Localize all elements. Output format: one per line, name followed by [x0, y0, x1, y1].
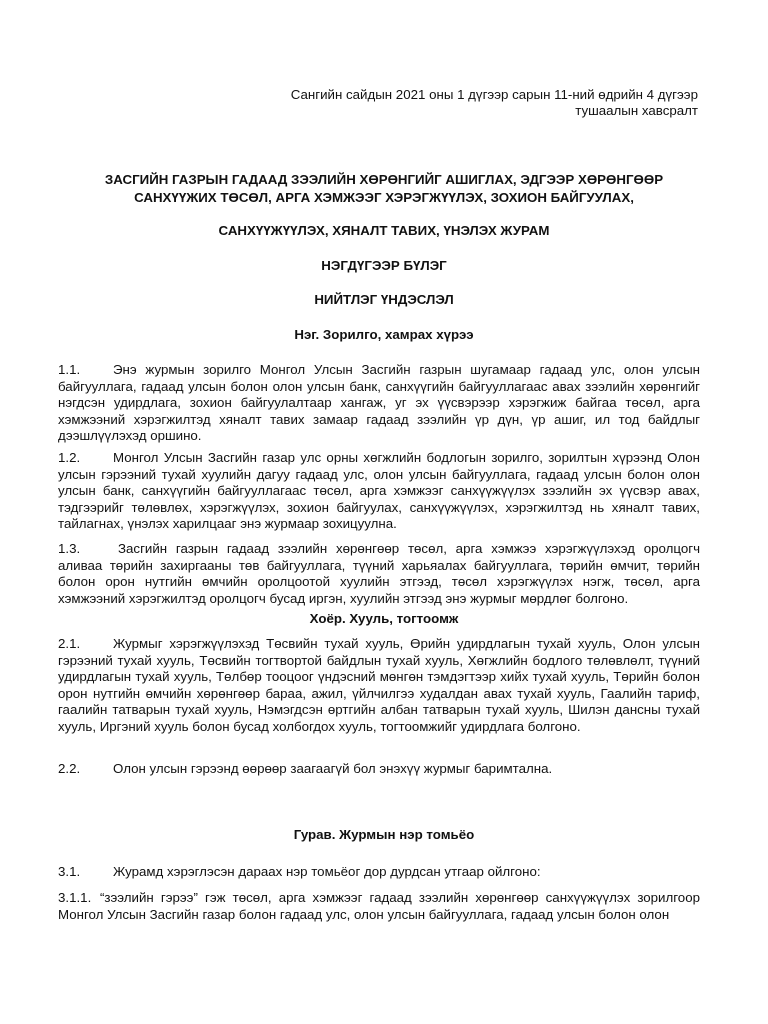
- section-heading-1: Нэг. Зорилго, хамрах хүрээ: [294, 327, 474, 342]
- document-title-line-3: САНХҮҮЖҮҮЛЭХ, ХЯНАЛТ ТАВИХ, ҮНЭЛЭХ ЖУРАМ: [218, 223, 550, 238]
- paragraph-number: 2.1.: [58, 636, 81, 651]
- paragraph-number: 2.2.: [58, 761, 81, 776]
- paragraph-number: 1.3.: [58, 541, 81, 556]
- paragraph-3-1: [58, 864, 700, 881]
- paragraph-text: Журмыг хэрэгжүүлэхэд Төсвийн тухай хууль, Өрийн удирдлагын тухай хууль, Олон улсын гэрээний тухай хууль, Төсвийн тогтвортой байдлын тухай хууль, Хөгжлийн бодлого төлөвлөлт, түүний удирдлагын тухай хууль, Төлбөр тооцоог үндэсний мөнгөн тэмдэгтээр хийх тухай хууль, Төрийн болон орон нутгийн өмчийн хөрөнгөөр бараа, ажил, үйлчилгээ худалдан авах тухай хууль, Гаалийн тариф, гаалийн татварын тухай хууль, Нэмэгдсэн өртгийн албан татварын тухай хууль, Шилэн дансны тухай хууль, Иргэний хууль болон бусад холбогдох хууль, тогтоомжийг удирдлага болгоно.: [58, 636, 700, 734]
- paragraph-2-2: [58, 761, 700, 778]
- paragraph-number: 1.1.: [58, 362, 81, 377]
- chapter-title: НИЙТЛЭГ ҮНДЭСЛЭЛ: [314, 292, 454, 307]
- chapter-name: НЭГДҮГЭЭР БҮЛЭГ: [321, 258, 447, 273]
- paragraph-text: “зээлийн гэрээ” гэж төсөл, арга хэмжээг гадаад зээлийн хөрөнгөөр санхүүжүүлэх зорилгоор Монгол Улсын Засгийн газар болон гадаад улс, олон улсын байгууллага, гадаад улсын болон олон: [58, 890, 700, 922]
- paragraph-text: Засгийн газрын гадаад зээлийн хөрөнгөөр төсөл, арга хэмжээ хэрэгжүүлэхэд оролцогч аливаа төрийн захиргааны төв байгууллага, түүний харьяалах байгууллага, төрийн өмчит, төрийн болон орон нутгийн өмчийн оролцоотой хуулийн этгээд, төсөл хэрэгжүүлэх нэгж, төсөл, арга хэмжээний хэрэгжилтэд оролцогч бусад иргэн, хуулийн этгээд энэ журмыг мөрдлөг болгоно.: [58, 541, 700, 606]
- header-line-2: тушаалын хавсралт: [575, 103, 698, 118]
- paragraph-number: 1.2.: [58, 450, 81, 465]
- paragraph-text: Журамд хэрэглэсэн дараах нэр томьёог дор дурдсан утгаар ойлгоно:: [113, 864, 541, 879]
- paragraph-text: Монгол Улсын Засгийн газар улс орны хөгжлийн бодлогын зорилго, зорилтын хүрээнд Олон улсын гэрээний тухай хуулийн дагуу гадаад улс, олон улсын байгууллага, гадаад улсын болон олон улсын банк, санхүүгийн байгууллагаас төсөл, арга хэмжээг санхүүжүүлэх зээлийн эх үүсвэр авах, тэдгээрийг төлөвлөх, хэрэгжүүлэх, зохион байгуулах, санхүүжүүлэх, хэрэгжилтэд нь хяналт тавих, тайлагнах, үнэлэх харилцааг энэ журмаар зохицуулна.: [58, 450, 700, 531]
- header-line-1: Сангийн сайдын 2021 оны 1 дүгээр сарын 11-ний өдрийн 4 дүгээр: [290, 87, 698, 102]
- paragraph-text: Олон улсын гэрээнд өөрөөр заагаагүй бол энэхүү журмыг баримтална.: [113, 761, 553, 776]
- document-header: [138, 87, 698, 119]
- paragraph-3-1-1: [58, 890, 700, 923]
- paragraph-1-3: [58, 541, 700, 607]
- paragraph-1-1: [58, 362, 700, 445]
- paragraph-number: 3.1.: [58, 864, 81, 879]
- paragraph-1-2: [58, 450, 700, 533]
- title-line-1: ЗАСГИЙН ГАЗРЫН ГАДААД ЗЭЭЛИЙН ХӨРӨНГИЙГ АШИГЛАХ, ЭДГЭЭР ХӨРӨНГӨӨР: [104, 172, 664, 187]
- document-title: [60, 171, 708, 207]
- paragraph-number: 3.1.1.: [58, 890, 92, 905]
- paragraph-2-1: [58, 636, 700, 735]
- section-heading-2: Хоёр. Хууль, тогтоомж: [309, 611, 459, 626]
- title-line-2: САНХҮҮЖИХ ТӨСӨЛ, АРГА ХЭМЖЭЭГ ХЭРЭГЖҮҮЛЭХ, ЗОХИОН БАЙГУУЛАХ,: [134, 190, 634, 205]
- paragraph-text: Энэ журмын зорилго Монгол Улсын Засгийн газрын шугамаар гадаад улс, олон улсын байгууллага, гадаад улсын болон олон улсын банк, санхүүгийн байгууллагаас авах зээлийн хөрөнгийг нэгдсэн удирдлага, зохион байгуулалтаар хангаж, уг эх үүсвэрээр хэрэгжиж байгаа төсөл, арга хэмжээний хэрэгжилтэд хяналт тавих замаар гадаад зээлийн үр дүн, үр ашиг, ил тод байдлыг дээшлүүлэхэд оршино.: [58, 362, 700, 443]
- section-heading-3: Гурав. Журмын нэр томьёо: [293, 827, 475, 842]
